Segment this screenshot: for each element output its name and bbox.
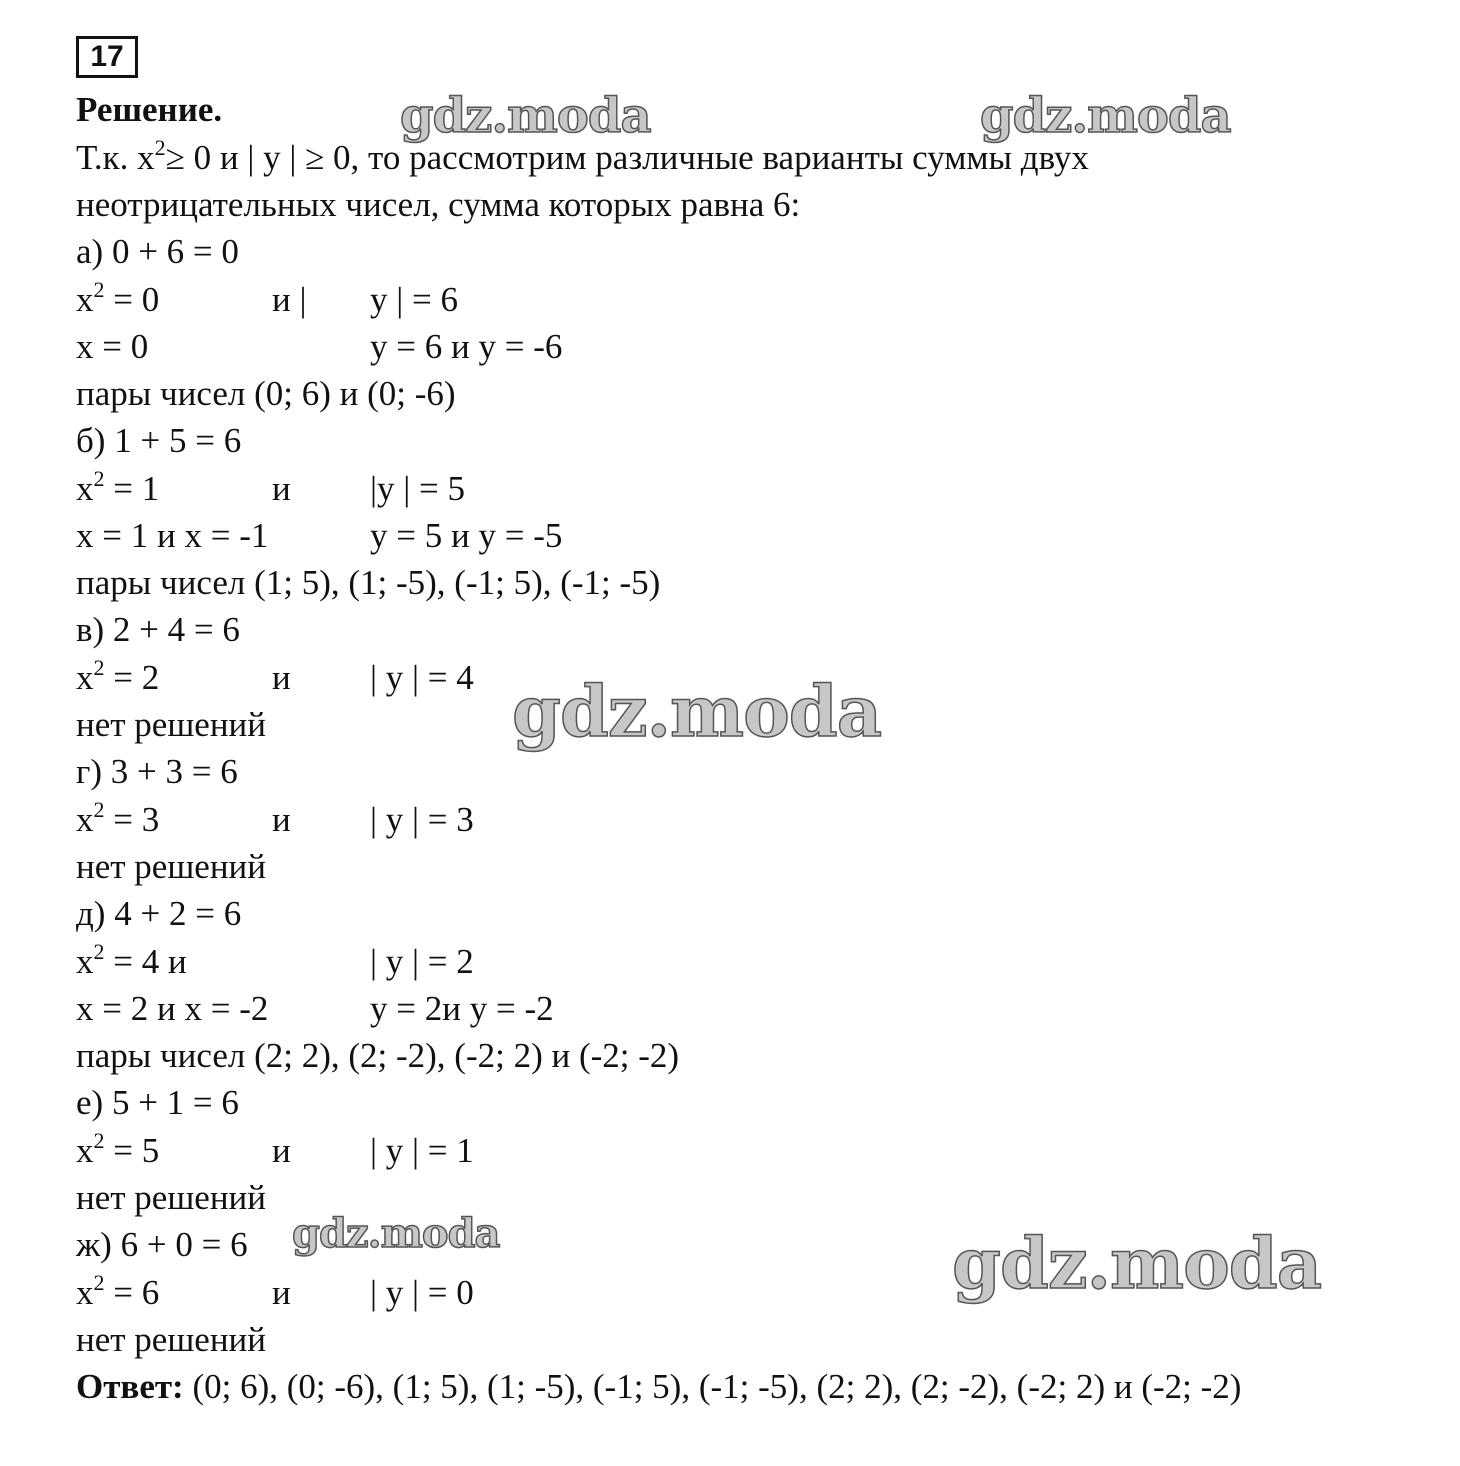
case-a-pairs: пары чисел (0; 6) и (0; -6)	[76, 374, 456, 413]
case-a-y-equation: y | = 6	[370, 280, 458, 319]
watermark-top-left: gdz.moda	[400, 88, 651, 144]
case-v-x-equation: $x^2 = 2$	[76, 655, 160, 697]
case-zh-x-equation: $x^2 = 6$	[76, 1270, 160, 1312]
watermark-top-right: gdz.moda	[980, 88, 1231, 144]
case-b-conjunction: и	[272, 469, 291, 508]
case-a-title: а) 0 + 6 = 0	[76, 232, 239, 271]
intro-line-1: Т.к. $x^2\ge 0$ и | y | ≥ 0, то рассмотрим различные варианты суммы двух	[76, 135, 1089, 177]
case-e-y-equation: | y | = 1	[370, 1131, 474, 1170]
case-a-y-solution: y = 6 и y = -6	[370, 327, 563, 366]
case-a-conjunction: и |	[272, 280, 307, 319]
answer-text: (0; 6), (0; -6), (1; 5), (1; -5), (-1; 5), (-1; -5), (2; 2), (2; -2), (-2; 2) и (-2; -2)	[183, 1367, 1242, 1406]
case-v-y-equation: | y | = 4	[370, 658, 474, 697]
case-b-x-solution: x = 1 и x = -1	[76, 516, 269, 555]
case-d-pairs: пары чисел (2; 2), (2; -2), (-2; 2) и (-2; -2)	[76, 1036, 680, 1075]
problem-number: 17	[76, 36, 138, 78]
case-d-x-equation: $x^2 = 4$ и	[76, 939, 187, 981]
case-v-title: в) 2 + 4 = 6	[76, 610, 240, 649]
case-b-pairs: пары чисел (1; 5), (1; -5), (-1; 5), (-1; -5)	[76, 563, 661, 602]
case-g-title: г) 3 + 3 = 6	[76, 752, 238, 791]
solution-heading: Решение.	[76, 90, 223, 129]
case-d-y-solution: y = 2и y = -2	[370, 989, 554, 1028]
case-zh-y-equation: | y | = 0	[370, 1273, 474, 1312]
case-a-x-solution: x = 0	[76, 327, 149, 366]
case-v-conjunction: и	[272, 658, 291, 697]
case-b-title: б) 1 + 5 = 6	[76, 421, 242, 460]
case-g-no-solutions: нет решений	[76, 847, 267, 886]
case-e-no-solutions: нет решений	[76, 1178, 267, 1217]
case-e-x-equation: $x^2 = 5$	[76, 1128, 160, 1170]
case-b-x-equation: $x^2 = 1$	[76, 466, 160, 508]
case-b-y-equation: |y | = 5	[370, 469, 466, 508]
watermark-bottom-right: gdz.moda	[952, 1222, 1322, 1305]
case-e-title: е) 5 + 1 = 6	[76, 1083, 239, 1122]
case-zh-conjunction: и	[272, 1273, 291, 1312]
answer-label: Ответ:	[76, 1367, 184, 1406]
case-v-no-solutions: нет решений	[76, 705, 267, 744]
case-zh-no-solutions: нет решений	[76, 1320, 267, 1359]
case-d-title: д) 4 + 2 = 6	[76, 894, 242, 933]
case-e-conjunction: и	[272, 1131, 291, 1170]
watermark-small: gdz.moda	[292, 1210, 500, 1257]
answer-line	[76, 1367, 1241, 1407]
case-g-y-equation: | y | = 3	[370, 800, 474, 839]
case-a-x-equation: $x^2 = 0$	[76, 277, 160, 319]
case-g-x-equation: $x^2 = 3$	[76, 797, 160, 839]
case-b-y-solution: y = 5 и y = -5	[370, 516, 563, 555]
case-d-x-solution: x = 2 и x = -2	[76, 989, 269, 1028]
intro-line-2: неотрицательных чисел, сумма которых равна 6:	[76, 185, 801, 224]
case-zh-title: ж) 6 + 0 = 6	[76, 1225, 248, 1264]
case-g-conjunction: и	[272, 800, 291, 839]
watermark-center: gdz.moda	[512, 670, 882, 753]
case-d-y-equation: | y | = 2	[370, 942, 474, 981]
